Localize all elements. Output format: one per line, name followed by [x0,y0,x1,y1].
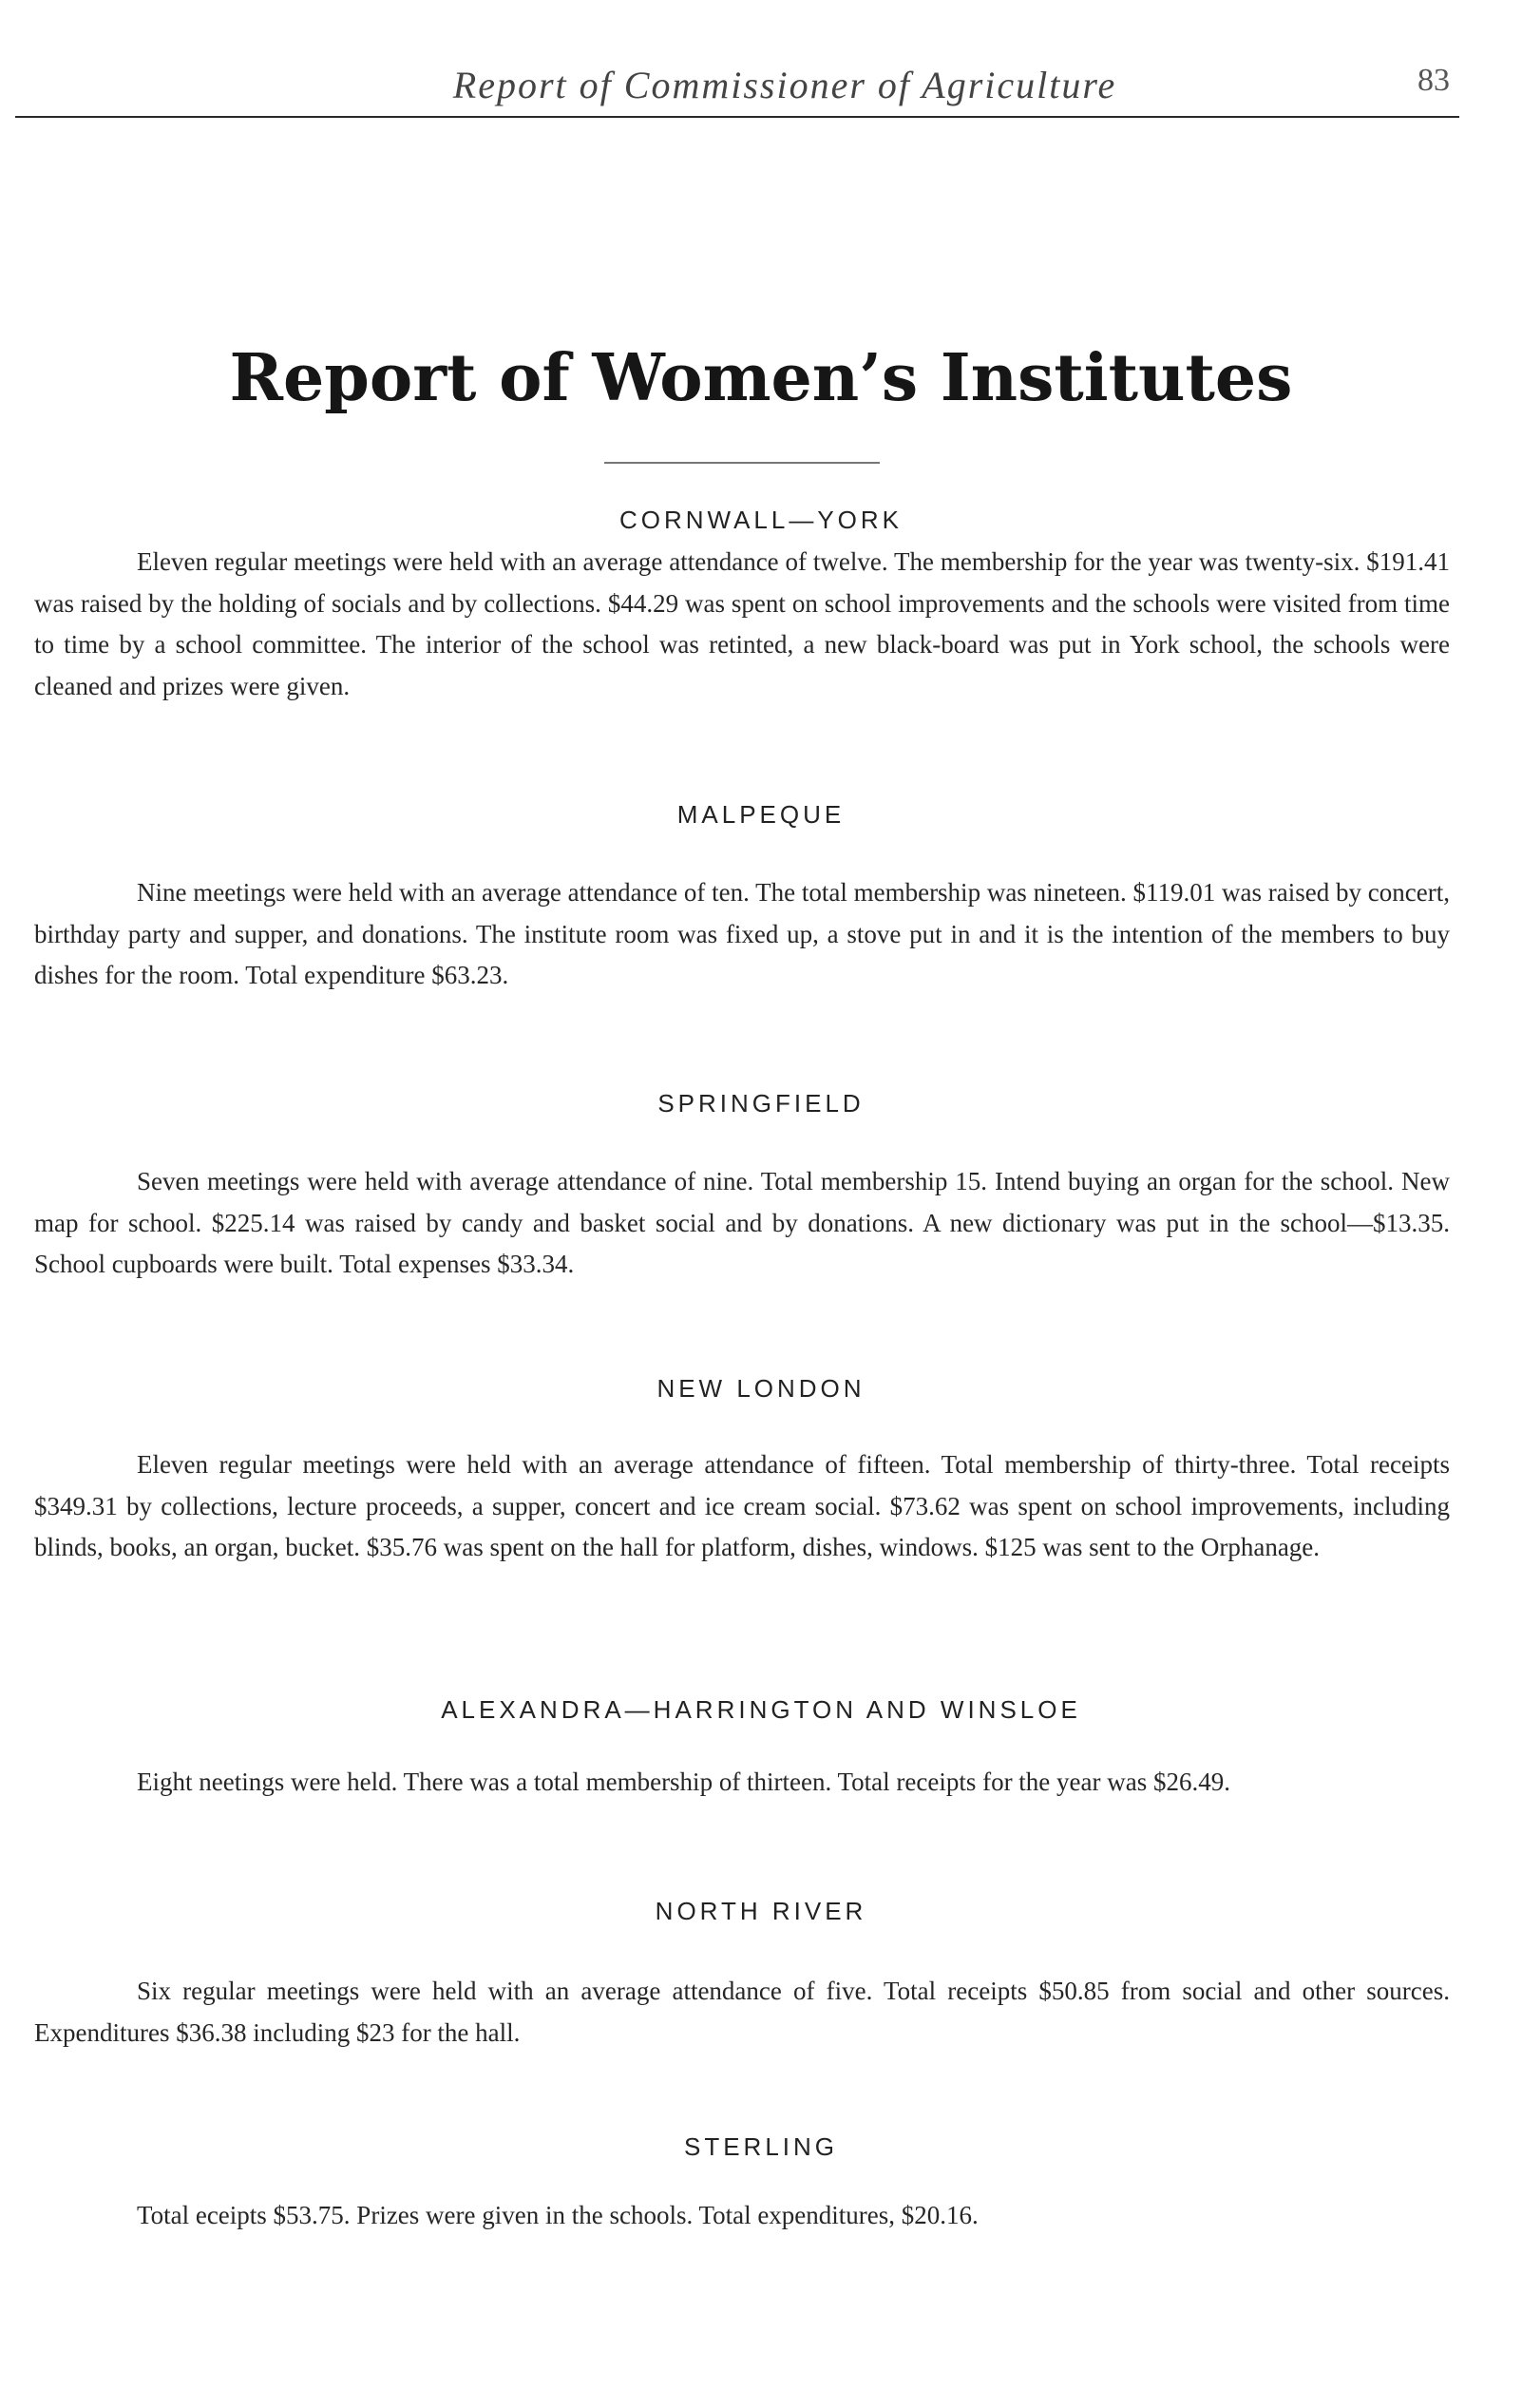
section-heading-springfield: SPRINGFIELD [657,1089,865,1118]
section-heading-north-river: NORTH RIVER [655,1897,867,1925]
section-heading-malpeque: MALPEQUE [676,800,846,829]
section-heading-cornwall-york: CORNWALL—YORK [618,506,904,534]
section-heading-alexandra-harrington-winsloe: ALEXANDRA—HARRINGTON AND WINSLOE [441,1695,1081,1724]
page-title: Report of Women’s Institutes [229,340,1293,416]
section-text-alexandra-harrington-winsloe: Eight neetings were held. There was a total membership of thirteen. Total receipts for the year was $26.49. [137,1768,1230,1796]
section-heading-sterling: STERLING [683,2132,839,2161]
section-heading-new-london: NEW LONDON [656,1374,866,1403]
section-text-sterling: Total eceipts $53.75. Prizes were given in the schools. Total expenditures, $20.16. [137,2201,979,2229]
section-text-new-london: Eleven regular meetings were held with an average attendance of fifteen. Total membership of thirty-three. Total receipts $349.31 by collections, lecture proceeds, a supper, concert and ice cream social. $73.62 was spent on school improvements, including blinds, books, an organ, bucket. $35.76 was spent on the hall for platform, dishes, windows. $125 was sent to the Orphanage. [34,1450,1450,1561]
section-text-cornwall-york: Eleven regular meetings were held with an average attendance of twelve. The membership for the year was twenty-six. $191.41 was raised by the holding of socials and by collections. $44.29 was spent on school improvements and the schools were visited from time to time by a school committee. The interior of the school was retinted, a new black-board was put in York school, the schools were cleaned and prizes were given. [34,547,1450,700]
running-header [15,55,1459,118]
running-title: Report of Commissioner of Agriculture [452,64,1117,106]
section-text-malpeque: Nine meetings were held with an average attendance of ten. The total membership was nineteen. $119.01 was raised by concert, birthday party and supper, and donations. The institute room was fixed up, a stove put in and it is the intention of the members to buy dishes for the room. Total expenditure $63.23. [34,878,1450,989]
title-divider [604,462,880,464]
section-text-north-river: Six regular meetings were held with an average attendance of five. Total receipts $50.85 from social and other sources. Expenditures $36.38 including $23 for the hall. [34,1977,1450,2047]
section-text-springfield: Seven meetings were held with average attendance of nine. Total membership 15. Intend buying an organ for the school. New map for school. $225.14 was raised by candy and basket social and by donations. A new dictionary was put in the school—$13.35. School cupboards were built. Total expenses $33.34. [34,1167,1450,1278]
page-number: 83 [1417,63,1450,98]
